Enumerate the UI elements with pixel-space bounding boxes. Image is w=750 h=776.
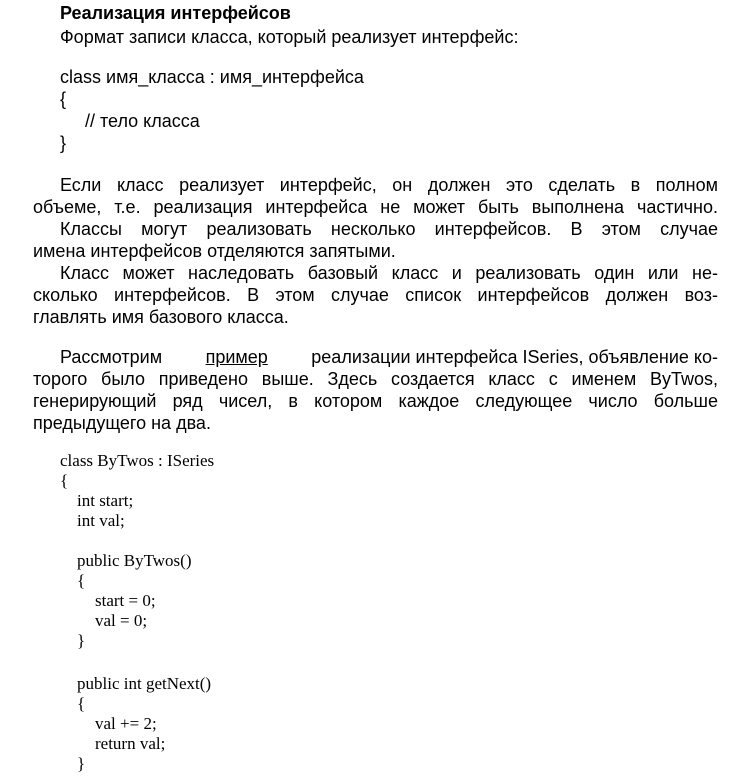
syntax-line-1: class имя_класса : имя_интерфейса xyxy=(60,67,364,87)
paragraph-1-line-2: объеме, т.е. реализация интерфейса не может быть выполнена частично. xyxy=(33,197,718,217)
paragraph-2-line-1: Классы могут реализовать несколько интерфейсов. В этом случае xyxy=(60,219,718,239)
intro-text: Формат записи класса, который реализует интерфейс: xyxy=(60,27,519,47)
code-line: int start; xyxy=(77,491,134,510)
paragraph-4-line-1 xyxy=(60,346,718,368)
paragraph-4-line-3: генерирующий ряд чисел, в котором каждое следующее число больше xyxy=(33,391,718,411)
code-line: { xyxy=(60,471,69,490)
paragraph-4-line-4: предыдущего на два. xyxy=(33,413,211,433)
paragraph-3-line-1: Класс может наследовать базовый класс и реализовать один или не- xyxy=(60,263,718,283)
code-line: return val; xyxy=(95,734,166,753)
paragraph-4-line-2: торого было приведено выше. Здесь создается класс с именем ByTwos, xyxy=(33,369,718,389)
code-line: { xyxy=(77,571,86,590)
code-line: } xyxy=(77,754,86,773)
paragraph-2-line-2: имена интерфейсов отделяются запятыми. xyxy=(33,241,396,261)
code-line: val += 2; xyxy=(95,714,157,733)
syntax-open-brace: { xyxy=(60,89,67,109)
code-line: start = 0; xyxy=(95,591,156,610)
section-heading: Реализация интерфейсов xyxy=(60,3,291,23)
code-line: public int getNext() xyxy=(77,674,212,693)
code-line: } xyxy=(77,631,86,650)
paragraph-1-line-1: Если класс реализует интерфейс, он должен это сделать в полном xyxy=(60,175,718,195)
code-line: int val; xyxy=(77,511,125,530)
syntax-close-brace: } xyxy=(60,133,67,153)
code-line: { xyxy=(77,694,86,713)
code-line: public ByTwos() xyxy=(77,551,192,570)
paragraph-3-line-2: сколько интерфейсов. В этом случае список интерфейсов должен воз- xyxy=(33,285,718,305)
code-line: val = 0; xyxy=(95,611,148,630)
paragraph-3-line-3: главлять имя базового класса. xyxy=(33,307,289,327)
paragraph-4-text-end: реализации интерфейса ISeries, объявление ко- xyxy=(311,347,718,367)
syntax-comment: // тело класса xyxy=(85,111,200,131)
code-line: class ByTwos : ISeries xyxy=(60,451,215,470)
paragraph-4-text-start: Рассмотрим xyxy=(60,347,163,367)
example-link[interactable]: пример xyxy=(205,347,268,367)
